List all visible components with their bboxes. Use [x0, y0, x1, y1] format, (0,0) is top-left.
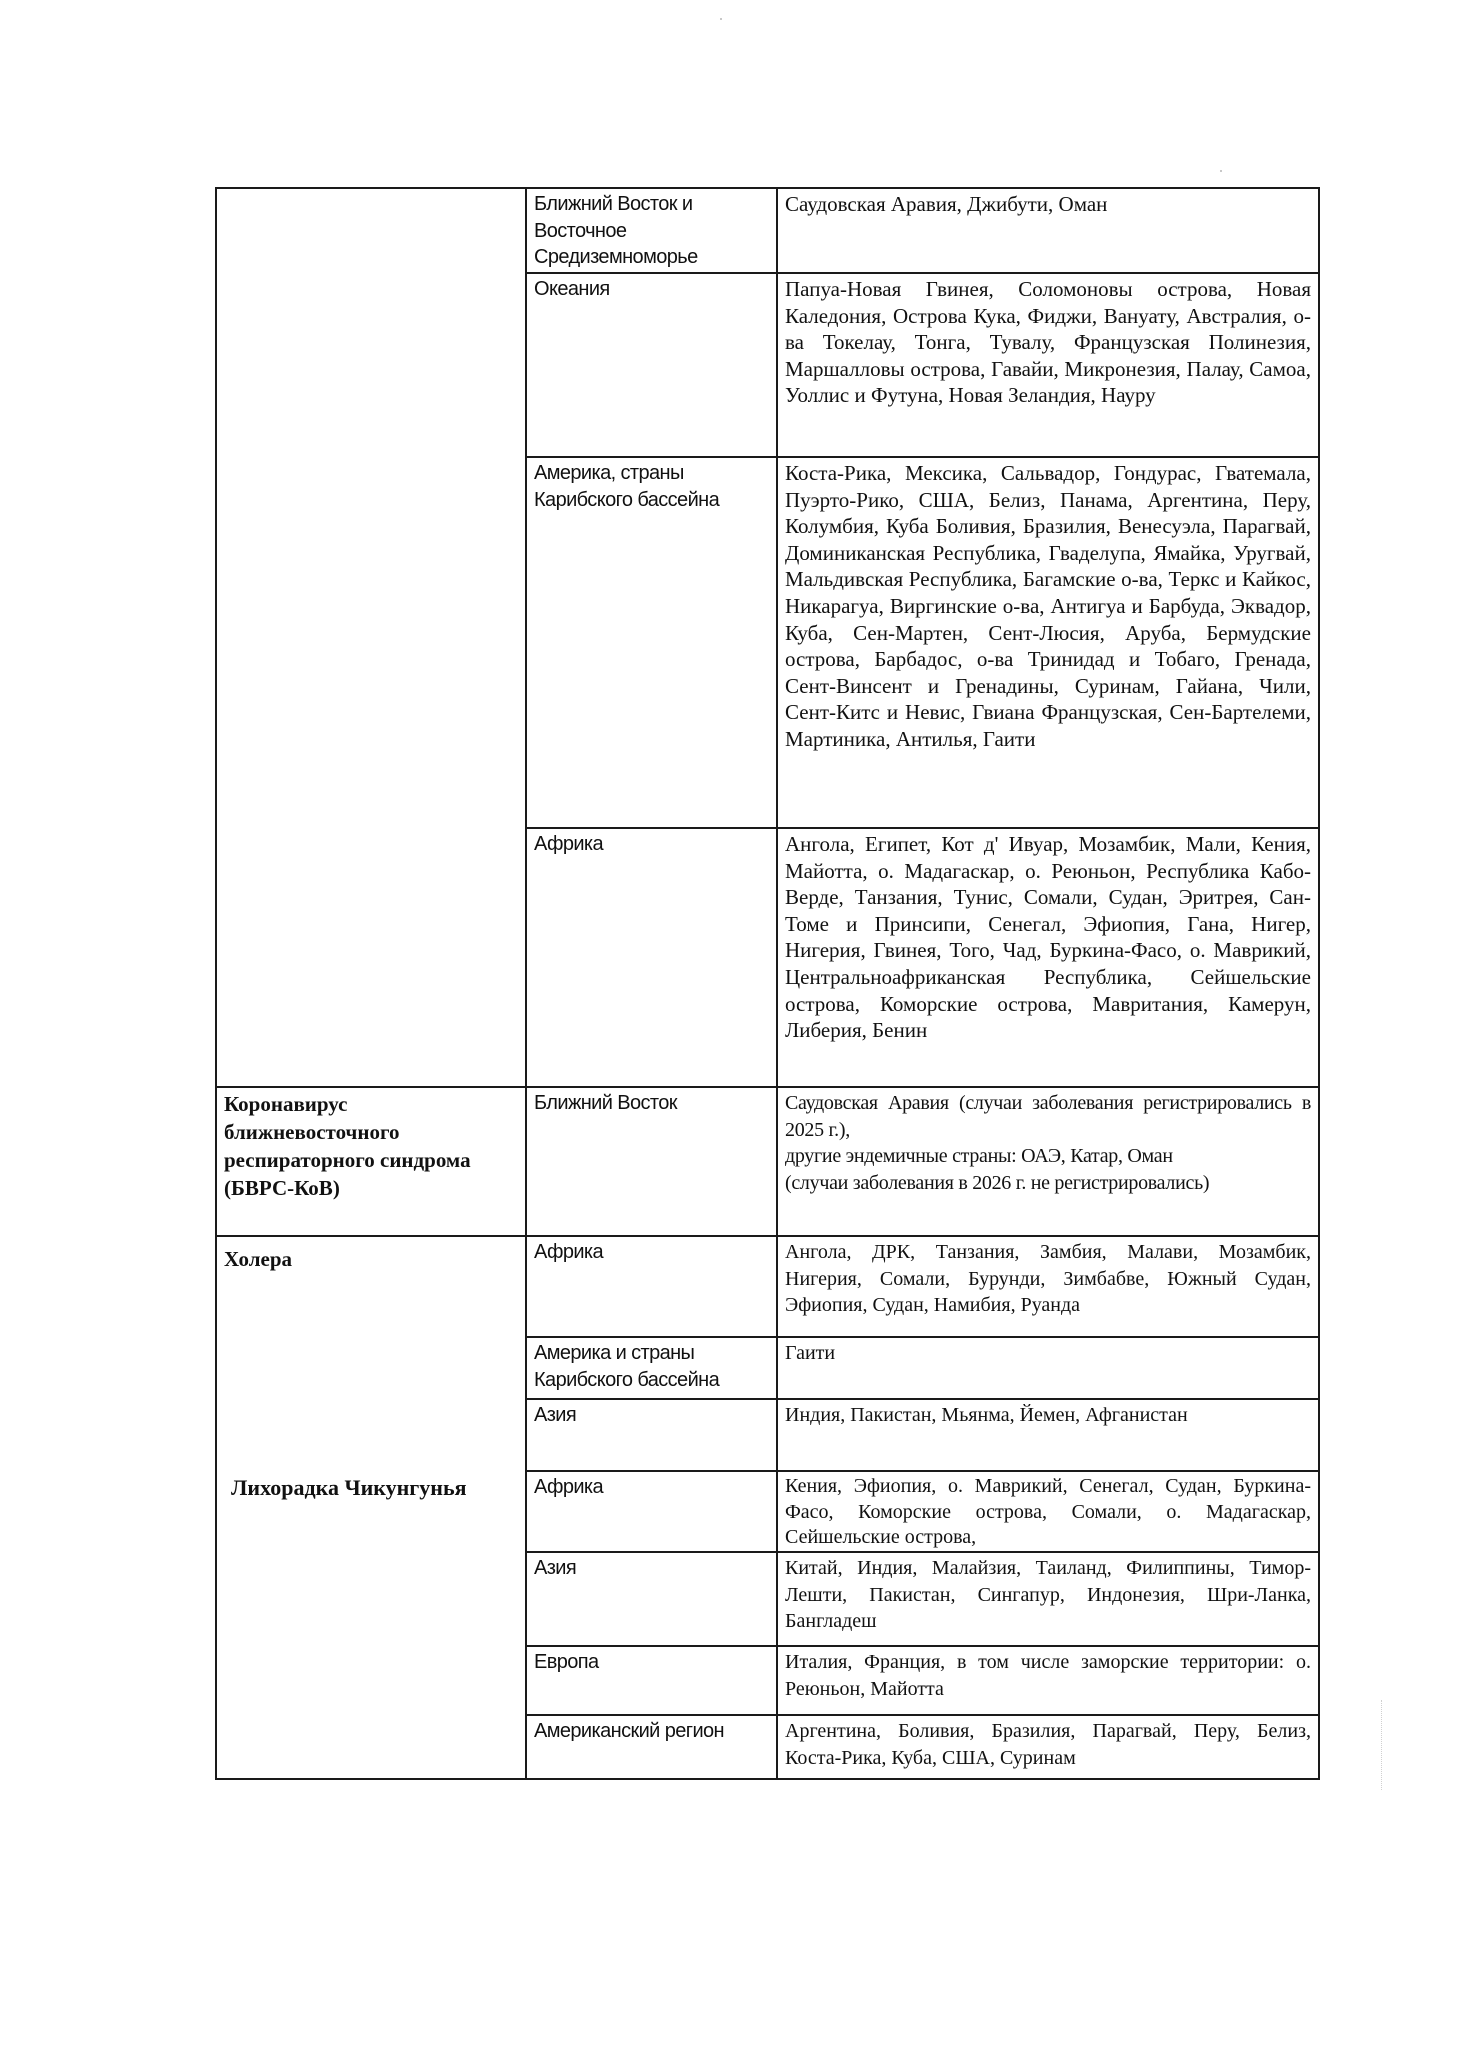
- countries-text: Индия, Пакистан, Мьянма, Йемен, Афганистан: [785, 1404, 1188, 1426]
- region-label: Азия: [534, 1404, 577, 1426]
- countries-text: Гаити: [785, 1342, 836, 1364]
- countries-text: Ангола, ДРК, Танзания, Замбия, Малави, Мозамбик, Нигерия, Сомали, Бурунди, Зимбабве, Южный Судан, Эфиопия, Судан, Намибия, Руанда: [785, 1241, 1311, 1317]
- countries-text: Китай, Индия, Малайзия, Таиланд, Филиппины, Тимор-Лешти, Пакистан, Сингапур, Индонезия, Шри-Ланка, Бангладеш: [785, 1557, 1311, 1633]
- region-cell: [525, 456, 778, 829]
- scan-speck: [1220, 170, 1222, 172]
- region-label: Азия: [534, 1557, 577, 1579]
- countries-extra-line: другие эндемичные страны: ОАЭ, Катар, Оман: [785, 1145, 1173, 1168]
- scan-streak: [1381, 1700, 1383, 1790]
- countries-text: Папуа-Новая Гвинея, Соломоновы острова, Новая Каледония, Острова Кука, Фиджи, Вануату, Австралия, о-ва Токелау, Тонга, Тувалу, Французская Полинезия, Маршалловы острова, Гавайи, Микронезия, Палау, Самоа, Уоллис и Футуна, Новая Зеландия, Науру: [785, 277, 1311, 408]
- disease-cell: [215, 1086, 527, 1237]
- disease-cell-empty: [215, 187, 527, 1088]
- region-cell: [525, 1470, 778, 1553]
- countries-text: Италия, Франция, в том числе заморские территории: о. Реюньон, Майотта: [785, 1651, 1311, 1700]
- region-cell: [525, 827, 778, 1088]
- countries-text: Саудовская Аравия (случаи заболевания регистрировались в 2025 г.),: [785, 1092, 1311, 1141]
- countries-cell: [776, 1551, 1320, 1647]
- countries-cell: [776, 272, 1320, 458]
- countries-text: Кения, Эфиопия, о. Маврикий, Сенегал, Судан, Буркина-Фасо, Коморские острова, Сомали, о. Мадагаскар, Сейшельские острова,: [785, 1475, 1311, 1548]
- region-label: Африка: [534, 1241, 604, 1263]
- region-label: Африка: [534, 833, 604, 855]
- region-label: Америка и страны Карибского бассейна: [534, 1342, 720, 1391]
- region-cell: [525, 187, 778, 274]
- region-label: Африка: [534, 1476, 604, 1498]
- region-cell: [525, 1645, 778, 1716]
- disease-label: Холера: [224, 1247, 293, 1271]
- disease-label: Коронавирус ближневосточного респираторного синдрома (БВРС-КоВ): [224, 1092, 471, 1200]
- countries-text: Аргентина, Боливия, Бразилия, Парагвай, Перу, Белиз, Коста-Рика, Куба, США, Суринам: [785, 1720, 1311, 1769]
- disease-cell: [215, 1235, 527, 1780]
- countries-text: Ангола, Египет, Кот д' Ивуар, Мозамбик, Мали, Кения, Майотта, о. Мадагаскар, о. Реюньон, Республика Кабо-Верде, Танзания, Тунис, Сомали, Судан, Эритрея, Сан-Томе и Принсипи, Сенегал, Эфиопия, Гана, Нигер, Нигерия, Гвинея, Того, Чад, Буркина-Фасо, о. Маврикий, Центральноафриканская Республика, Сейшельские острова, Коморские острова, Мавритания, Камерун, Либерия, Бенин: [785, 832, 1311, 1043]
- countries-text: Коста-Рика, Мексика, Сальвадор, Гондурас, Гватемала, Пуэрто-Рико, США, Белиз, Панама, Аргентина, Перу, Колумбия, Куба Боливия, Бразилия, Венесуэла, Парагвай, Доминиканская Республика, Гваделупа, Ямайка, Уругвай, Мальдивская Республика, Багамские о-ва, Теркс и Кайкос, Никарагуа, Виргинские о-ва, Антигуа и Барбуда, Эквадор, Куба, Сен-Мартен, Сент-Люсия, Аруба, Бермудские острова, Барбадос, о-ва Тринидад и Тобаго, Гренада, Сент-Винсент и Гренадины, Суринам, Гайана, Чили, Сент-Китс и Невис, Гвиана Французская, Сен-Бартелеми, Мартиника, Антилья, Гаити: [785, 461, 1311, 751]
- countries-extra-line: (случаи заболевания в 2026 г. не регистрировались): [785, 1171, 1210, 1194]
- region-label: Океания: [534, 278, 610, 300]
- region-label: Ближний Восток и Восточное Средиземноморье: [534, 193, 698, 269]
- region-label: Европа: [534, 1651, 599, 1673]
- countries-cell: [776, 1336, 1320, 1400]
- region-cell: [525, 1235, 778, 1338]
- region-label: Ближний Восток: [534, 1092, 677, 1114]
- countries-cell: [776, 1086, 1320, 1237]
- countries-cell: [776, 456, 1320, 829]
- countries-cell: [776, 1714, 1320, 1780]
- region-label: Американский регион: [534, 1720, 724, 1742]
- region-cell: [525, 1086, 778, 1237]
- region-cell: [525, 272, 778, 458]
- countries-cell: [776, 1470, 1320, 1553]
- region-cell: [525, 1398, 778, 1472]
- countries-cell: [776, 1398, 1320, 1472]
- countries-cell: [776, 1645, 1320, 1716]
- countries-cell: [776, 187, 1320, 274]
- region-cell: [525, 1551, 778, 1647]
- scan-speck: [720, 18, 722, 20]
- disease-label: Лихорадка Чикунгунья: [231, 1475, 467, 1500]
- region-label: Америка, страны Карибского бассейна: [534, 462, 720, 511]
- region-cell: [525, 1336, 778, 1400]
- region-cell: [525, 1714, 778, 1780]
- countries-text: Саудовская Аравия, Джибути, Оман: [785, 192, 1108, 216]
- countries-cell: [776, 1235, 1320, 1338]
- countries-cell: [776, 827, 1320, 1088]
